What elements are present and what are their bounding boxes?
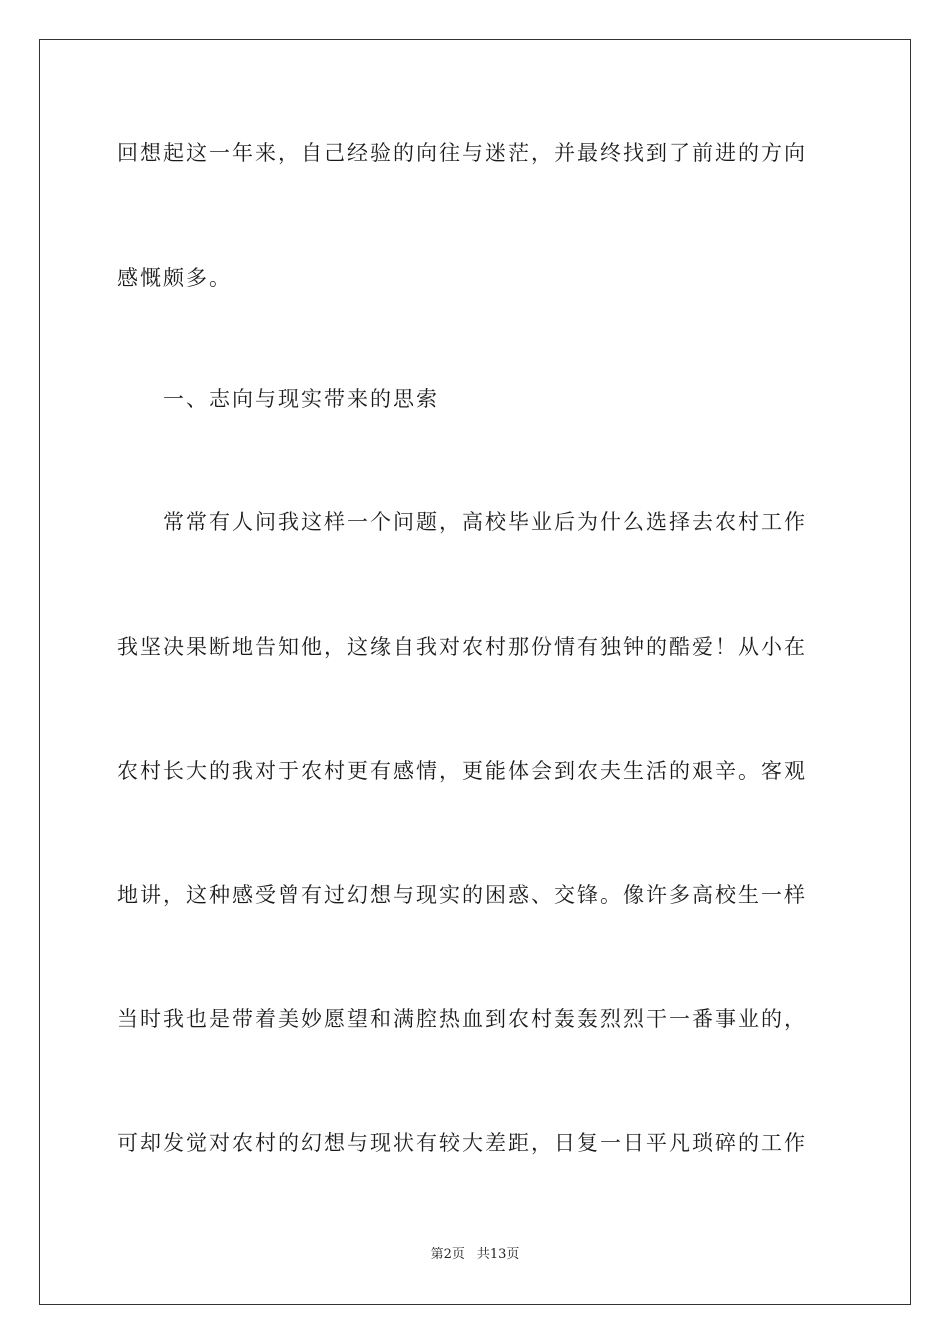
page-number: 第2页 (430, 1247, 465, 1262)
text-line-8: 当时我也是带着美妙愿望和满腔热血到农村轰轰烈烈干一番事业的， (117, 1007, 807, 1031)
page-footer (0, 1246, 950, 1264)
text-line-9: 可却发觉对农村的幻想与现状有较大差距，日复一日平凡琐碎的工作 (117, 1131, 807, 1155)
page-total: 共13页 (476, 1247, 520, 1262)
text-line-7: 地讲，这种感受曾有过幻想与现实的困惑、交锋。像许多高校生一样 (117, 883, 807, 907)
text-line-2: 感慨颇多。 (117, 266, 232, 290)
text-line-4: 常常有人问我这样一个问题，高校毕业后为什么选择去农村工作 (163, 510, 807, 534)
text-line-6: 农村长大的我对于农村更有感情，更能体会到农夫生活的艰辛。客观 (117, 759, 807, 783)
text-line-1: 回想起这一年来，自己经验的向往与迷茫，并最终找到了前进的方向 (117, 141, 807, 165)
text-line-5: 我坚决果断地告知他，这缘自我对农村那份情有独钟的酷爱！从小在 (117, 635, 807, 659)
page-border (39, 39, 911, 1305)
section-heading: 一、志向与现实带来的思索 (163, 387, 439, 411)
